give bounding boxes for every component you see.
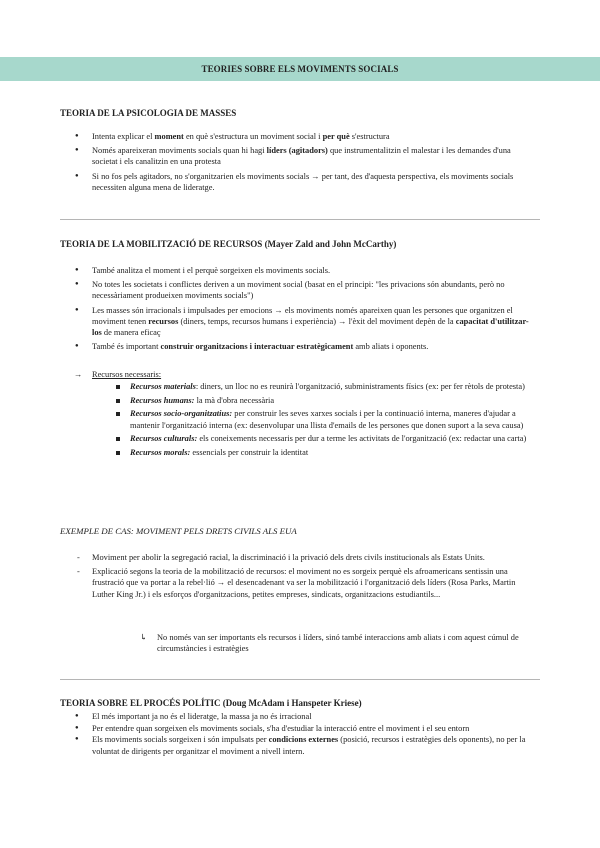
list-item: - Moviment per abolir la segregació racial, la discriminació i la privació dels drets civils institucionals als Estats Units. (60, 552, 535, 563)
bullet-list-proces-politic (60, 711, 530, 757)
list-item: ● També és important construir organitzacions i interactuar estratègicament amb aliats i oponents. (60, 341, 530, 352)
example-subpoint: ↳ No només van ser importants els recursos i líders, sinó també interaccions amb aliats i com aquest cúmul de circumstàncies i estratègies (140, 633, 519, 654)
list-item: Recursos morals: essencials per construir la identitat (108, 447, 540, 458)
list-item: - Explicació segons la teoria de la mobilització de recursos: el moviment no es sorgeix perquè els afroamericans sentissin una frustració que va portar a la rebel·lió → el desencadenant va ser la mobilització i l'organització dels líders (Rosa Parks, Martin Luther King Jr.) i els esforços d'organitzacions, petites empreses, sindicats, organitzacions estudiantils... (60, 566, 535, 600)
divider (60, 679, 540, 680)
resources-list (108, 381, 540, 461)
example-list (60, 552, 535, 603)
list-item: Recursos socio-organitzatius: per construir les seves xarxes socials i per la continuació interna, maneres d'ajudar a mantenir l'organització interna (ex: desenvolupar una llista d'emails de les persones que donen suport a la seva causa) (108, 408, 540, 430)
example-heading: EXEMPLE DE CAS: MOVIMENT PELS DRETS CIVILS ALS EUA (60, 526, 297, 536)
list-item: ● Si no fos pels agitadors, no s'organitzarien els moviments socials → per tant, des d'aquesta perspectiva, els moviments socials necessiten alguna mena de lideratge. (60, 171, 530, 193)
section-heading-psicologia: TEORIA DE LA PSICOLOGIA DE MASSES (60, 108, 237, 118)
arrow-right-icon: → (74, 370, 83, 379)
list-item: ● No totes les societats i conflictes deriven a un moviment social (basat en el principi: "les privacions són abundants, però no necessàriament produeixen moviments socials") (60, 279, 530, 301)
list-item: ● Intenta explicar el moment en què s'estructura un moviment social i per què s'estructura (60, 131, 530, 142)
list-item: ● Només apareixeran moviments socials quan hi hagi líders (agitadors) que instrumentalitzin el malestar i les demandes d'una societat i els canalitzin en una protesta (60, 145, 530, 167)
list-item: ● Els moviments socials sorgeixen i són impulsats per condicions externes (posició, recursos i estratègies dels oponents), no per la voluntat de dirigents per organitzar el moviment a nivell intern. (60, 734, 530, 756)
list-item: ● Les masses són irracionals i impulsades per emocions → els moviments només apareixen quan les persones que organitzen el moviment tenen recursos (diners, temps, recursos humans i experiència) → l'èxit del moviment depèn de la capacitat d'utilitzar-los de manera eficaç (60, 305, 530, 339)
corner-arrow-icon: ↳ (140, 633, 148, 642)
resources-heading: → Recursos necessaris: (74, 370, 162, 379)
section-heading-proces-politic: TEORIA SOBRE EL PROCÉS POLÍTIC (Doug McAdam i Hanspeter Kriese) (60, 698, 362, 708)
divider (60, 219, 540, 220)
list-item: ● El més important ja no és el lideratge, la massa ja no és irracional (60, 711, 530, 722)
bullet-list-mobilitzacio (60, 265, 530, 355)
list-item: Recursos materials: diners, un lloc no es reunirà l'organització, subministraments físics (ex: per fer rètols de protesta) (108, 381, 540, 392)
list-item: Recursos humans: la mà d'obra necessària (108, 395, 540, 406)
list-item: Recursos culturals: els coneixements necessaris per dur a terme les activitats de l'organització (ex: redactar una carta) (108, 433, 540, 444)
list-item: ● Per entendre quan sorgeixen els moviments socials, s'ha d'estudiar la interacció entre el moviment i el seu entorn (60, 723, 530, 734)
bullet-list-psicologia (60, 131, 530, 196)
section-heading-mobilitzacio: TEORIA DE LA MOBILITZACIÓ DE RECURSOS (Mayer Zald and John McCarthy) (60, 239, 397, 249)
page-title-banner: TEORIES SOBRE ELS MOVIMENTS SOCIALS (0, 57, 600, 81)
list-item: ● També analitza el moment i el perquè sorgeixen els moviments socials. (60, 265, 530, 276)
